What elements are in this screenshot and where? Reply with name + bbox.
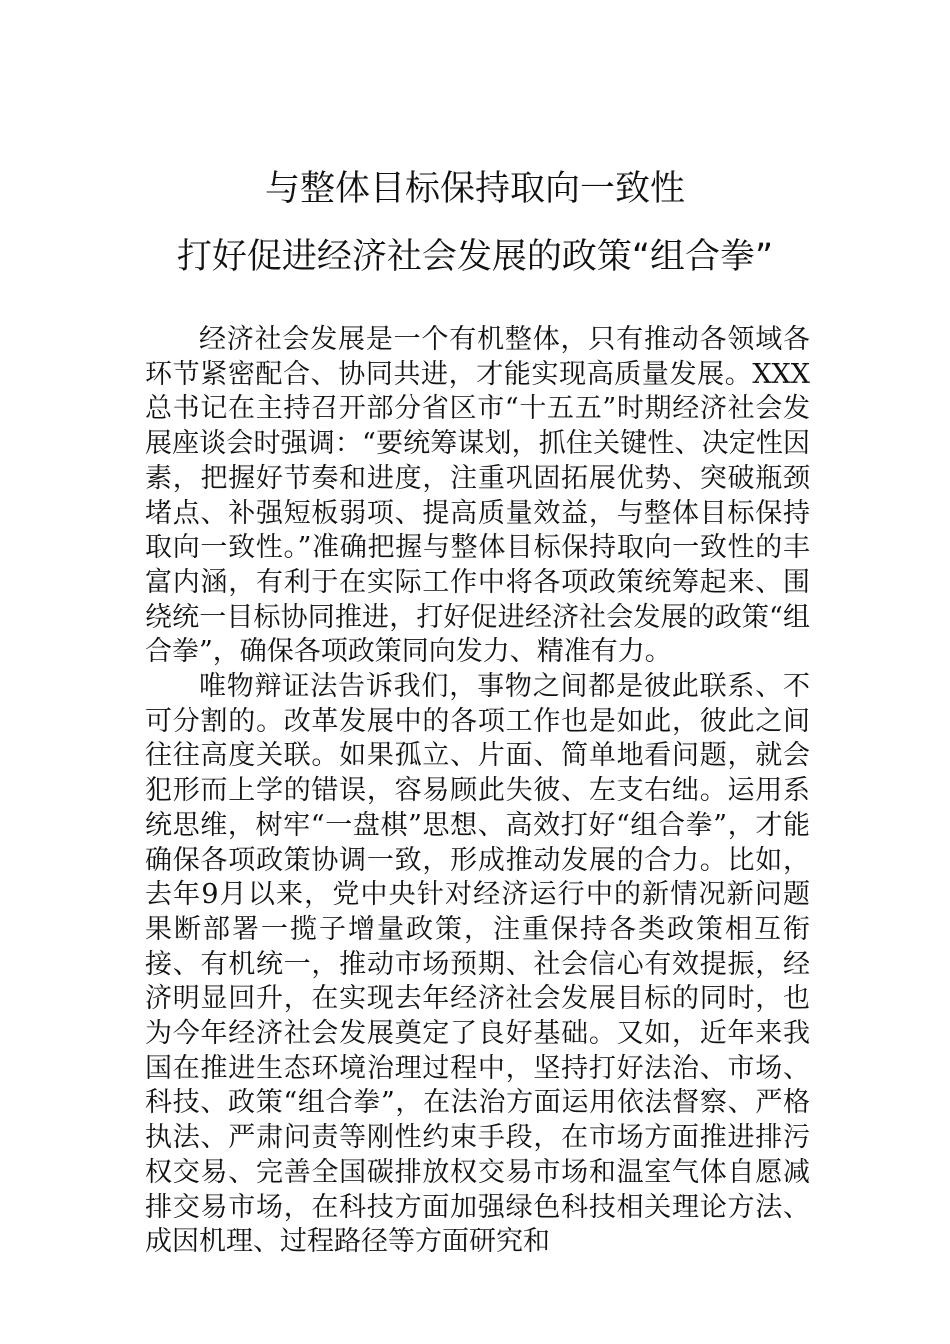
document-body bbox=[145, 323, 810, 1260]
document-title bbox=[100, 155, 850, 291]
title-line-2: 打好促进经济社会发展的政策“组合拳” bbox=[176, 237, 774, 277]
paragraph-2: 唯物辩证法告诉我们，事物之间都是彼此联系、不可分割的。改革发展中的各项工作也是如此，彼此之间往往高度关联。如果孤立、片面、简单地看问题，就会犯形而上学的错误，容易顾此失彼、左支右绌。运用系统思维，树牢“一盘棋”思想、高效打好“组合拳”，才能确保各项政策协调一致，形成推动发展的合力。比如，去年9月以来，党中央针对经济运行中的新情况新问题果断部署一揽子增量政策，注重保持各类政策相互衔接、有机统一，推动市场预期、社会信心有效提振，经济明显回升，在实现去年经济社会发展目标的同时，也为今年经济社会发展奠定了良好基础。又如，近年来我国在推进生态环境治理过程中，坚持打好法治、市场、科技、政策“组合拳”，在法治方面运用依法督察、严格执法、严肃问责等刚性约束手段，在市场方面推进排污权交易、完善全国碳排放权交易市场和温室气体自愿减排交易市场，在科技方面加强绿色科技相关理论方法、成因机理、过程路径等方面研究和 bbox=[145, 671, 810, 1258]
paragraph-1: 经济社会发展是一个有机整体，只有推动各领域各环节紧密配合、协同共进，才能实现高质量发展。XXX总书记在主持召开部分省区市“十五五”时期经济社会发展座谈会时强调：“要统筹谋划，抓住关键性、决定性因素，把握好节奏和进度，注重巩固拓展优势、突破瓶颈堵点、补强短板弱项、提高质量效益，与整体目标保持取向一致性。”准确把握与整体目标保持取向一致性的丰富内涵，有利于在实际工作中将各项政策统筹起来、围绕统一目标协同推进，打好促进经济社会发展的政策“组合拳”，确保各项政策同向发力、精准有力。 bbox=[145, 324, 810, 668]
title-line-1: 与整体目标保持取向一致性 bbox=[264, 169, 685, 209]
